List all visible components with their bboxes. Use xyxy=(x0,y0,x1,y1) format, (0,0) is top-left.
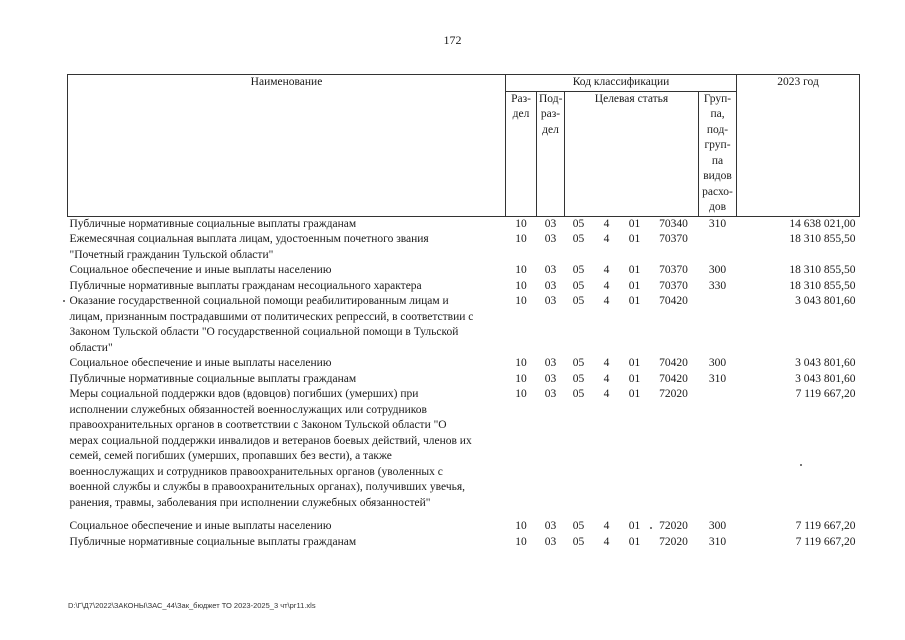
row-name xyxy=(68,387,506,511)
table-row xyxy=(68,387,860,511)
row-code-razdel: 10 xyxy=(515,279,527,292)
row-code-target-subprogram: 4 xyxy=(603,357,610,369)
row-code-target-main-event: 01 xyxy=(628,217,641,230)
row-code-razdel: 10 xyxy=(515,520,527,532)
row-code-target-direction: 70420 xyxy=(659,372,688,385)
row-code-target-program: 05 xyxy=(572,279,585,292)
row-name xyxy=(68,279,506,295)
page-number: 172 xyxy=(443,33,462,47)
row-code-target-main-event: 01 xyxy=(628,372,641,385)
row-code-podrazdel: 03 xyxy=(544,520,557,532)
row-code-target-direction: 70370 xyxy=(659,279,688,292)
row-amount: 7 119 667,20 xyxy=(795,520,856,532)
row-name-line: лицам, признанным пострадавшими от политических репрессий, в соответствии с xyxy=(69,310,474,323)
row-name-line: военной службы и службы в правоохранительных органах), получивших увечья, xyxy=(69,481,466,493)
row-code-podrazdel: 03 xyxy=(544,217,557,230)
row-amount: 18 310 855,50 xyxy=(789,279,856,292)
row-code-razdel: 10 xyxy=(515,264,527,276)
row-name-line: исполнении служебных обязанностей военнослужащих или сотрудников xyxy=(69,403,427,416)
row-code-target-subprogram: 4 xyxy=(603,217,610,230)
row-name-line: области" xyxy=(69,341,113,354)
row-name-line: семей, семей погибших (умерших, пропавших без вести), а также xyxy=(69,450,392,462)
row-code-expense-type: 310 xyxy=(708,535,727,548)
row-name-line: мерах социальной поддержки инвалидов и ветеранов боевых действий, членов их xyxy=(69,434,472,447)
row-code-target-main-event: 01 xyxy=(628,357,641,369)
table-row xyxy=(68,372,860,388)
row-name xyxy=(68,535,506,551)
table-row xyxy=(68,535,860,551)
row-code-target-program: 05 xyxy=(572,388,585,400)
row-name xyxy=(68,263,506,279)
header-podrazdel: Под- раз- дел xyxy=(537,91,565,216)
row-name-line: ранения, травмы, заболевания при исполнении служебных обязанностей" xyxy=(69,496,431,509)
row-code-podrazdel: 03 xyxy=(544,372,557,385)
row-code-podrazdel: 03 xyxy=(544,279,557,292)
row-name xyxy=(68,294,506,356)
footer-file-path: D:\Г\Д7\2022\ЗАКОНЫ\ЗАС_44\Зак_бюджет ТО 2023-2025_3 чт\рг11.xls xyxy=(68,601,316,610)
row-code-razdel: 10 xyxy=(515,372,527,385)
row-code-target-subprogram: 4 xyxy=(603,264,610,276)
row-code-podrazdel: 03 xyxy=(544,295,557,307)
row-code-podrazdel: 03 xyxy=(544,535,557,548)
row-code-razdel: 10 xyxy=(515,357,527,369)
row-code-target-program: 05 xyxy=(572,372,585,385)
row-name-line: Публичные нормативные социальные выплаты гражданам xyxy=(69,217,357,230)
row-code-target-subprogram: 4 xyxy=(603,535,610,548)
table-body xyxy=(68,216,860,550)
row-code-target-subprogram: 4 xyxy=(603,279,610,292)
row-code-expense-type: 300 xyxy=(708,357,727,369)
row-code-razdel: 10 xyxy=(515,295,527,307)
row-code-expense-type xyxy=(699,232,737,263)
row-code-target-program: 05 xyxy=(572,233,585,245)
scan-speck xyxy=(800,464,802,466)
row-amount: 14 638 021,00 xyxy=(789,217,856,230)
row-name-line: Законом Тульской области "О государственной социальной помощи в Тульской xyxy=(69,326,459,338)
header-target-article: Целевая статья xyxy=(565,91,699,216)
header-name: Наименование xyxy=(68,75,506,217)
header-classification-code: Код классификации xyxy=(506,75,737,92)
row-code-target-subprogram: 4 xyxy=(603,388,610,400)
row-code-target-direction: 72020 xyxy=(659,535,688,548)
row-code-target-program: 05 xyxy=(572,264,585,276)
row-code-razdel: 10 xyxy=(515,233,527,245)
scan-speck xyxy=(650,527,652,529)
row-code-target-main-event: 01 xyxy=(628,388,641,400)
row-name-line: Публичные нормативные выплаты гражданам несоциального характера xyxy=(69,279,422,292)
row-code-target-main-event: 01 xyxy=(628,520,641,532)
row-code-target-subprogram: 4 xyxy=(603,295,610,307)
row-code-podrazdel: 03 xyxy=(544,233,557,245)
row-name-line: Социальное обеспечение и иные выплаты населению xyxy=(69,520,332,532)
table-row xyxy=(68,263,860,279)
row-code-target-direction: 72020 xyxy=(659,520,688,532)
row-code-expense-type xyxy=(699,387,737,511)
row-code-podrazdel: 03 xyxy=(544,388,557,400)
row-code-target-program: 05 xyxy=(572,520,585,532)
row-code-target-direction: 70420 xyxy=(659,357,688,369)
row-code-target-main-event: 01 xyxy=(628,264,641,276)
row-name xyxy=(68,216,506,232)
row-name-line: Ежемесячная социальная выплата лицам, удостоенным почетного звания xyxy=(69,233,429,245)
row-code-expense-type xyxy=(699,294,737,356)
row-code-target-subprogram: 4 xyxy=(603,233,610,245)
row-name xyxy=(68,232,506,263)
row-code-razdel: 10 xyxy=(515,388,527,400)
row-code-target-subprogram: 4 xyxy=(603,372,610,385)
row-code-target-main-event: 01 xyxy=(628,233,641,245)
row-name-line: правоохранительных органов в соответствии с Законом Тульской области "О xyxy=(69,419,447,431)
row-amount: 18 310 855,50 xyxy=(789,264,856,276)
row-code-target-direction: 70340 xyxy=(659,217,688,230)
row-code-expense-type: 300 xyxy=(708,264,727,276)
row-amount: 7 119 667,20 xyxy=(795,388,856,400)
row-name-line: Публичные нормативные социальные выплаты гражданам xyxy=(69,535,357,548)
row-name-line: Социальное обеспечение и иные выплаты населению xyxy=(69,357,332,369)
row-name-line: Публичные нормативные социальные выплаты гражданам xyxy=(69,372,357,385)
table-row xyxy=(68,216,860,232)
table-row xyxy=(68,519,860,535)
row-code-expense-type: 330 xyxy=(708,279,727,292)
row-name-line: Оказание государственной социальной помощи реабилитированным лицам и xyxy=(69,295,449,307)
row-name xyxy=(68,356,506,372)
row-code-target-direction: 72020 xyxy=(659,388,688,400)
row-code-target-main-event: 01 xyxy=(628,279,641,292)
row-code-target-main-event: 01 xyxy=(628,295,641,307)
header-razdel: Раз- дел xyxy=(506,91,537,216)
row-code-target-main-event: 01 xyxy=(628,535,641,548)
row-code-target-program: 05 xyxy=(572,535,585,548)
row-name-line: "Почетный гражданин Тульской области" xyxy=(69,248,274,261)
row-amount: 18 310 855,50 xyxy=(789,233,856,245)
row-code-expense-type: 310 xyxy=(708,217,727,230)
row-amount: 3 043 801,60 xyxy=(795,372,856,385)
row-code-razdel: 10 xyxy=(515,535,527,548)
table-row xyxy=(68,279,860,295)
row-name-line: Социальное обеспечение и иные выплаты населению xyxy=(69,264,332,276)
row-code-expense-type: 300 xyxy=(708,520,727,532)
scan-speck xyxy=(63,300,65,302)
header-expense-group: Груп- па, под- груп- па видов расхо- дов xyxy=(699,91,737,216)
row-name xyxy=(68,372,506,388)
row-code-podrazdel: 03 xyxy=(544,264,557,276)
row-code-target-program: 05 xyxy=(572,295,585,307)
row-code-expense-type: 310 xyxy=(708,372,727,385)
table-row xyxy=(68,232,860,263)
row-code-target-direction: 70370 xyxy=(659,233,688,245)
row-amount: 3 043 801,60 xyxy=(795,295,856,307)
table-header xyxy=(68,75,860,217)
row-code-razdel: 10 xyxy=(515,217,527,230)
row-code-target-program: 05 xyxy=(572,357,585,369)
table-row xyxy=(68,294,860,356)
header-year: 2023 год xyxy=(737,75,860,217)
row-code-target-direction: 70420 xyxy=(659,295,688,307)
row-amount: 7 119 667,20 xyxy=(795,535,856,548)
row-name-line: военнослужащих и сотрудников правоохранительных органов (уволенных с xyxy=(69,465,443,478)
budget-table xyxy=(67,74,860,550)
row-amount: 3 043 801,60 xyxy=(795,357,856,369)
row-name xyxy=(68,519,506,535)
row-code-target-direction: 70370 xyxy=(659,264,688,276)
row-code-podrazdel: 03 xyxy=(544,357,557,369)
row-code-target-program: 05 xyxy=(572,217,585,230)
row-name-line: Меры социальной поддержки вдов (вдовцов) погибших (умерших) при xyxy=(69,388,419,400)
row-code-target-subprogram: 4 xyxy=(603,520,610,532)
row-spacer xyxy=(68,511,860,519)
table-row xyxy=(68,356,860,372)
